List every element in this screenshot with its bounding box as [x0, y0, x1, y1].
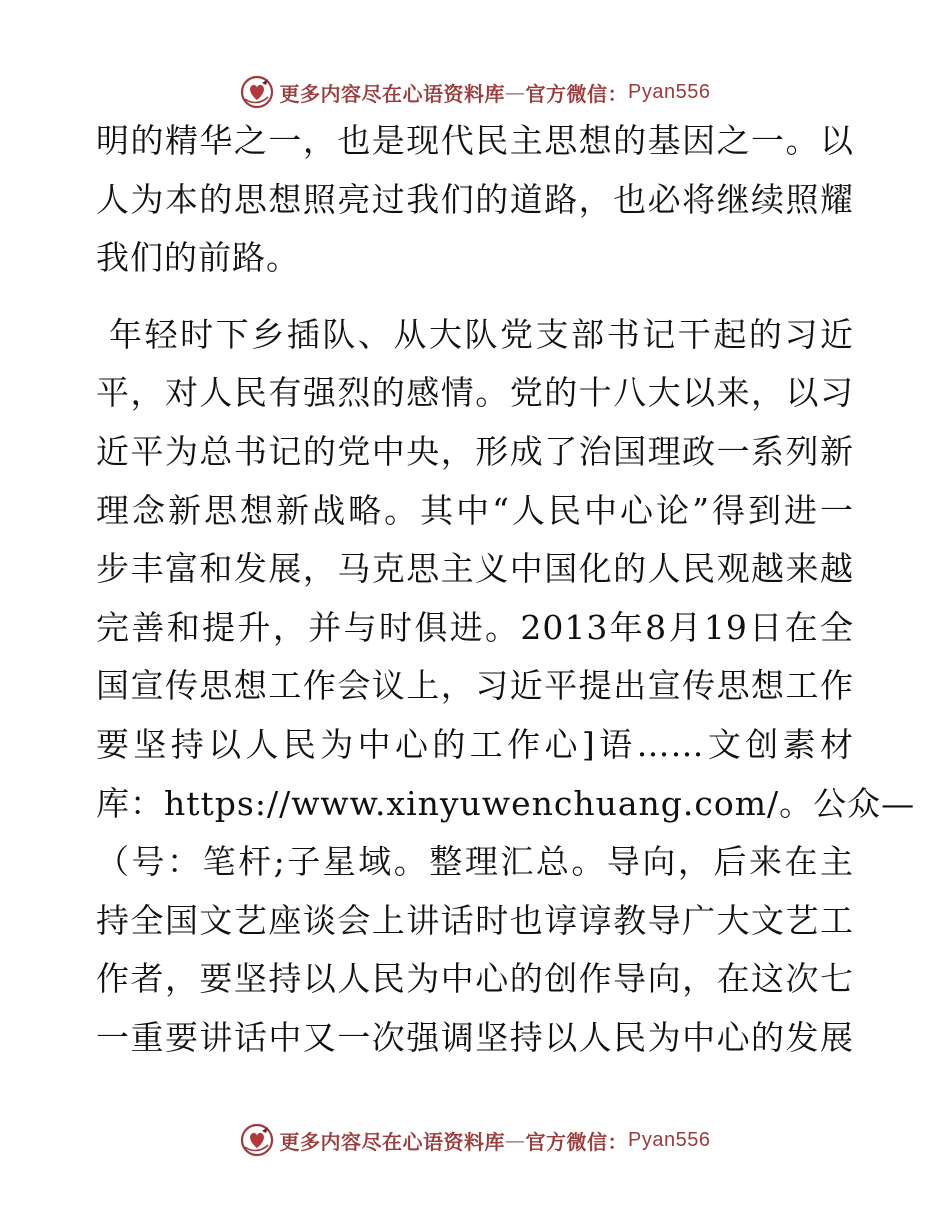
watermark-text: 更多内容尽在心语资料库	[279, 81, 506, 106]
watermark-handle: Pyan556	[628, 80, 711, 103]
header-watermark	[0, 70, 950, 114]
text-line: 近平为总书记的党中央，形成了治国理政一系列新	[96, 431, 854, 471]
watermark-text: 更多内容尽在心语资料库	[279, 1129, 506, 1154]
watermark-separator: —	[505, 80, 526, 104]
footer-watermark	[0, 1118, 950, 1162]
text-line: 完善和提升，并与时俱进。2013年8月19日在全	[96, 607, 854, 647]
text-line: 年轻时下乡插队、从大队党支部书记干起的习近	[96, 314, 854, 354]
heart-pen-icon	[240, 75, 274, 109]
document-body	[96, 112, 916, 1068]
text-line: 要坚持以人民为中心的工作心]语……文创素材	[96, 724, 854, 764]
text-line: 明的精华之一，也是现代民主思想的基因之一。以	[96, 121, 854, 160]
text-line: （号：笔杆;子星域。整理汇总。导向，后来在主	[96, 842, 854, 882]
text-line: 一重要讲话中又一次强调坚持以人民为中心的发展	[96, 1017, 854, 1057]
paragraph-gap	[96, 288, 854, 306]
text-line: 持全国文艺座谈会上讲话时也谆谆教导广大文艺工	[96, 900, 854, 940]
text-line: 人为本的思想照亮过我们的道路，也必将继续照耀	[96, 179, 854, 219]
heart-pen-icon	[240, 1123, 274, 1157]
text-line: 步丰富和发展，马克思主义中国化的人民观越来越	[96, 549, 854, 589]
text-line: 国宣传思想工作会议上，习近平提出宣传思想工作	[96, 666, 854, 706]
watermark-label: 官方微信：	[525, 81, 629, 106]
text-line: 平，对人民有强烈的感情。党的十八大以来，以习	[96, 373, 854, 413]
text-line: 理念新思想新战略。其中“人民中心论”得到进一	[96, 490, 854, 530]
text-line: 库：https://www.xinyuwenchuang.com/。公众—	[96, 783, 916, 823]
text-line: 我们的前路。	[96, 238, 300, 278]
watermark-label: 官方微信：	[525, 1129, 629, 1154]
watermark-separator: —	[505, 1128, 526, 1152]
paragraph-2	[96, 306, 916, 1068]
watermark-handle: Pyan556	[628, 1128, 711, 1151]
paragraph-1	[96, 112, 854, 288]
text-line: 作者，要坚持以人民为中心的创作导向，在这次七	[96, 959, 854, 999]
